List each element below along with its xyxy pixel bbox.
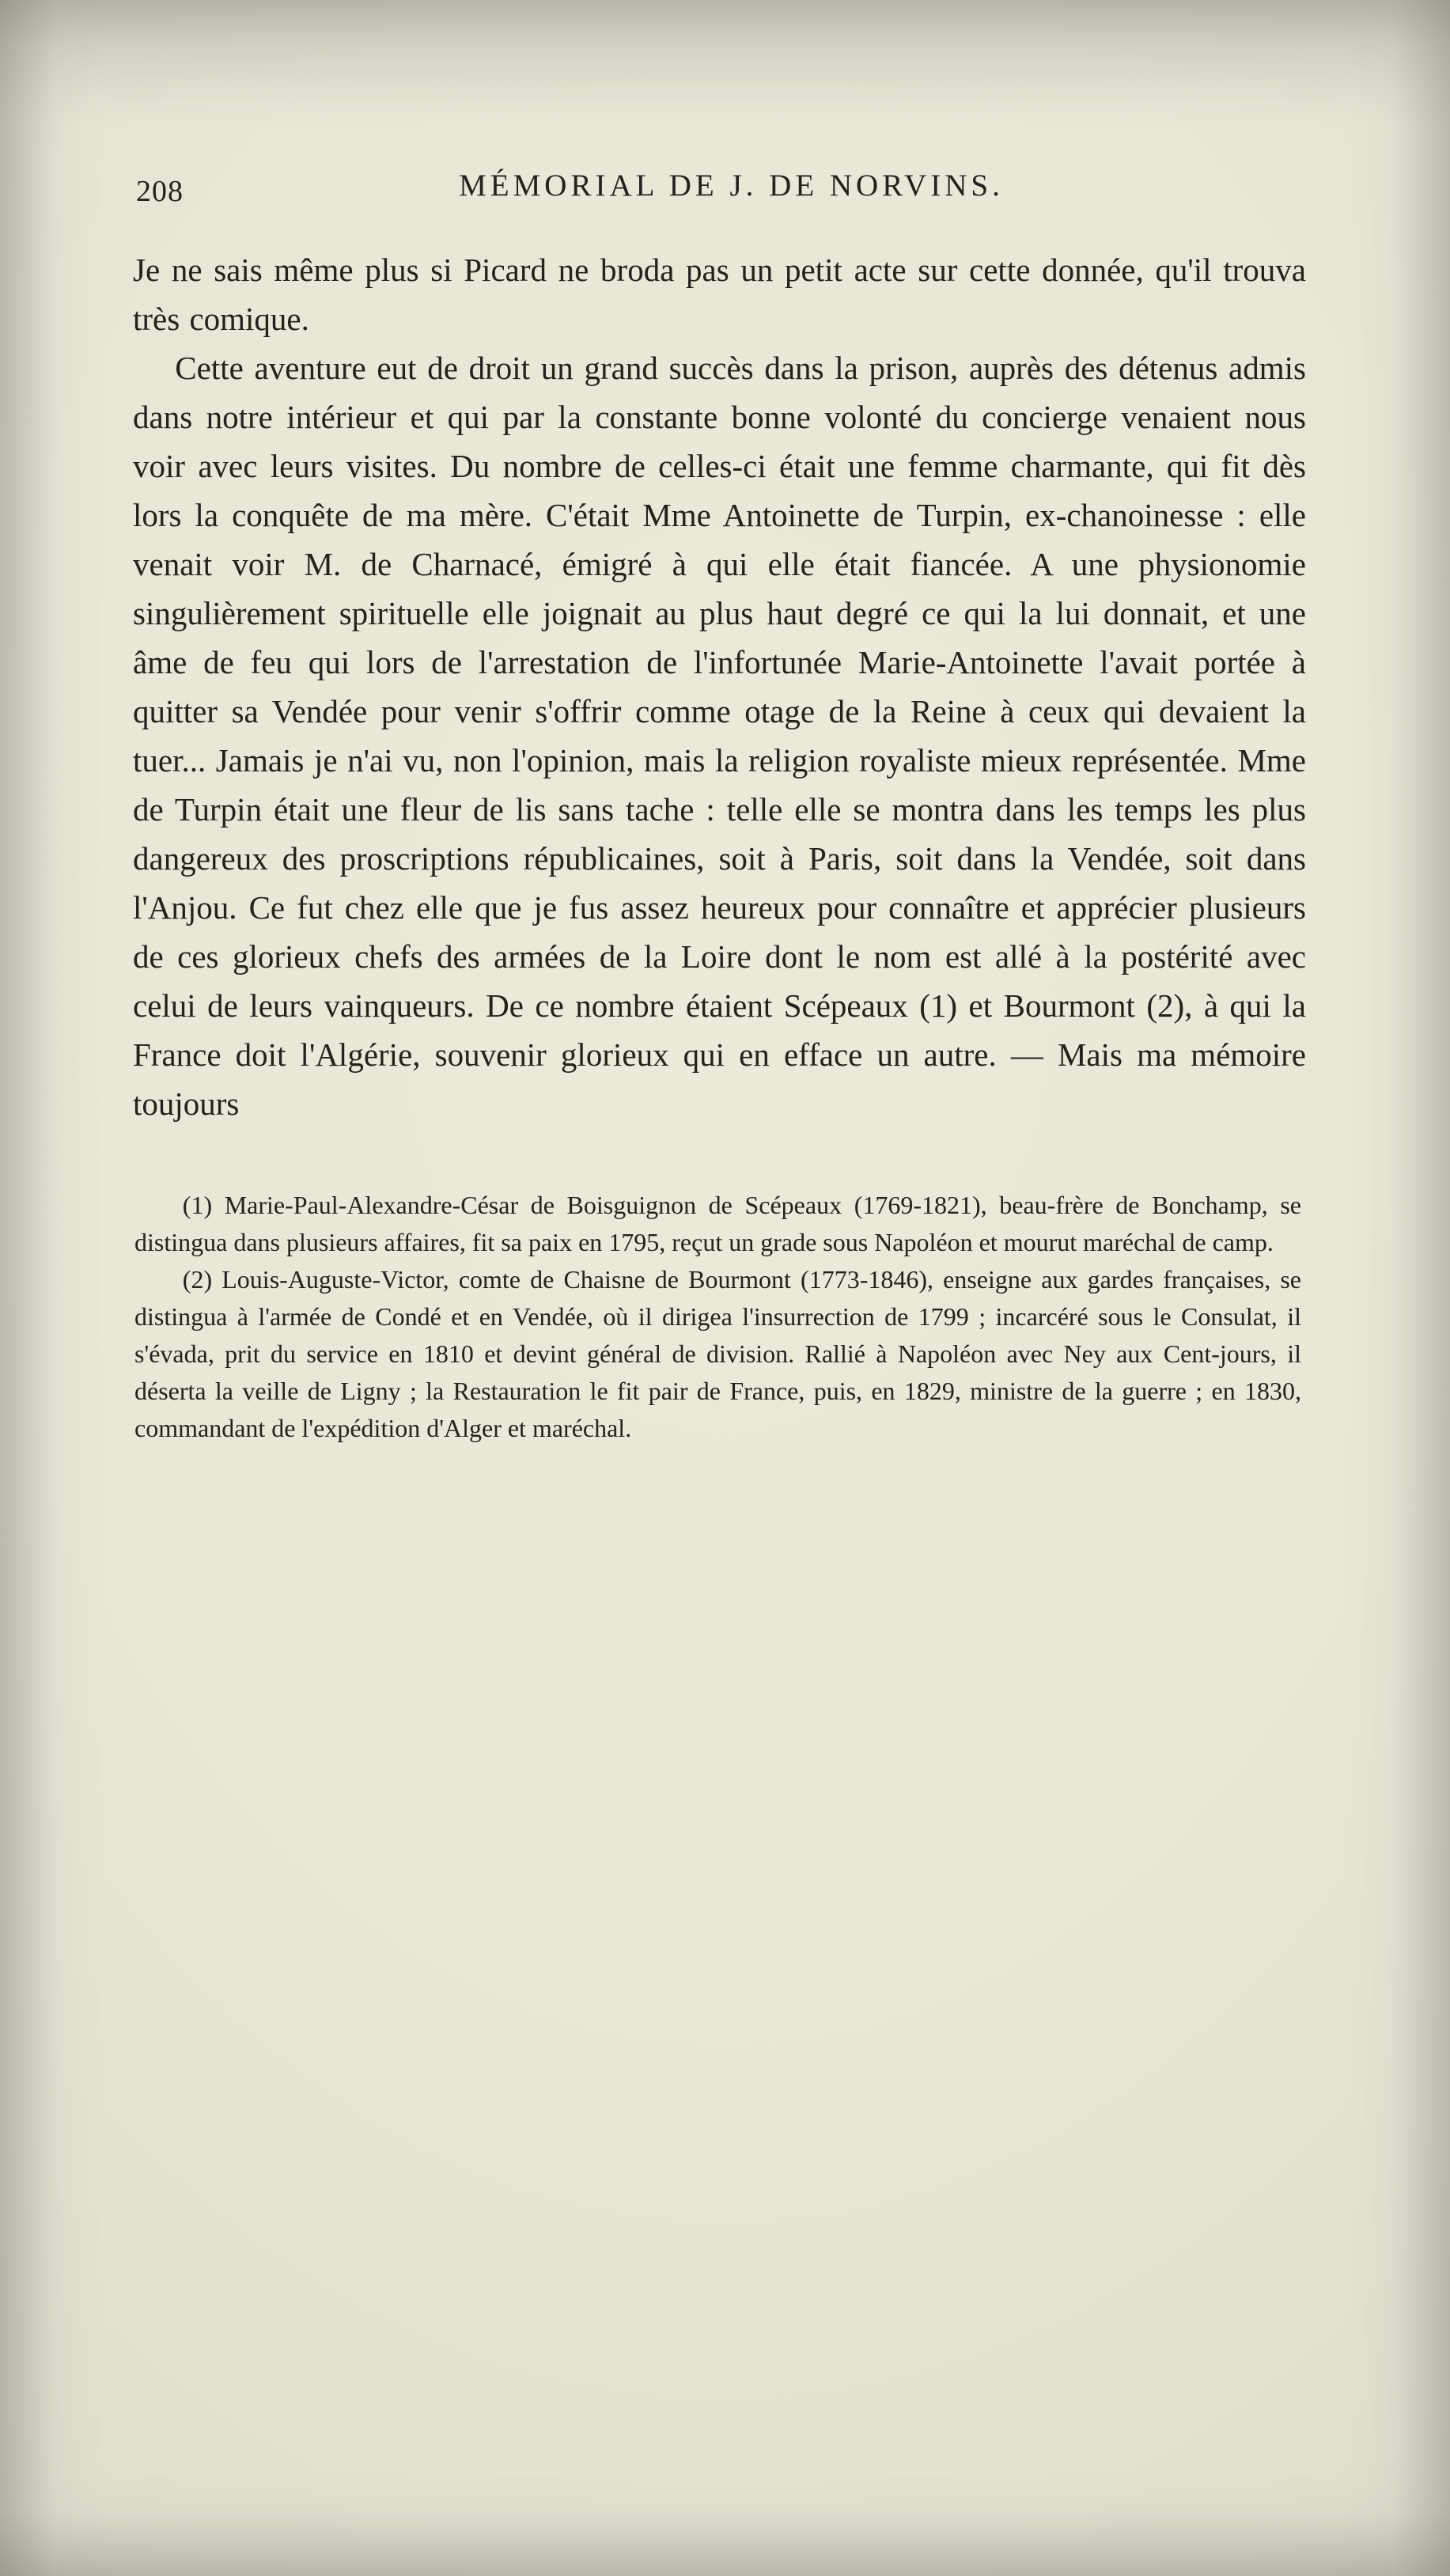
paragraph-2: Cette aventure eut de droit un grand succès dans la prison, auprès des détenus admis dans notre intérieur et qui par la constante bonne volonté du concierge venaient nous voir avec leurs visites. Du nombre de celles-ci était une femme charmante, qui fit dès lors la conquête de ma mère. C'était Mme Antoinette de Turpin, ex-chanoinesse : elle venait voir M. de Charnacé, émigré à qui elle était fiancée. A une physionomie singulièrement spirituelle elle joignait au plus haut degré ce qui la lui donnait, et une âme de feu qui lors de l'arrestation de l'infortunée Marie-Antoinette l'avait portée à quitter sa Vendée pour venir s'offrir comme otage de la Reine à ceux qui devaient la tuer... Jamais je n'ai vu, non l'opinion, mais la religion royaliste mieux représentée. Mme de Turpin était une fleur de lis sans tache : telle elle se montra dans les temps les plus dangereux des proscriptions républicaines, soit à Paris, soit dans la Vendée, soit dans l'Anjou. Ce fut chez elle que je fus assez heureux pour connaître et apprécier plusieurs de ces glorieux chefs des armées de la Loire dont le nom est allé à la postérité avec celui de leurs vainqueurs. De ce nombre étaient Scépeaux (1) et Bourmont (2), à qui la France doit l'Algérie, souvenir glorieux qui en efface un autre. — Mais ma mémoire toujours [133,350,1306,1122]
page-header [133,168,1306,223]
page-number: 208 [136,175,184,208]
footnotes-section [133,1187,1306,1447]
footnote-2: (2) Louis-Auguste-Victor, comte de Chaisne de Bourmont (1773-1846), enseigne aux gardes françaises, se distingua à l'armée de Condé et en Vendée, où il dirigea l'insurrection de 1799 ; incarcéré sous le Consulat, il s'évada, prit du service en 1810 et devint général de division. Rallié à Napoléon avec Ney aux Cent-jours, il déserta la veille de Ligny ; la Restauration le fit pair de France, puis, en 1829, ministre de la guerre ; en 1830, commandant de l'expédition d'Alger et maréchal. [134,1265,1301,1442]
paragraph-1: Je ne sais même plus si Picard ne broda pas un petit acte sur cette donnée, qu'il trouva très comique. [133,252,1306,337]
footnote-1: (1) Marie-Paul-Alexandre-César de Boisguignon de Scépeaux (1769-1821), beau-frère de Bonchamp, se distingua dans plusieurs affaires, fit sa paix en 1795, reçut un grade sous Napoléon et mourut maréchal de camp. [134,1191,1301,1256]
running-title: MÉMORIAL DE J. DE NORVINS. [459,169,1004,203]
page-body [133,245,1306,1128]
